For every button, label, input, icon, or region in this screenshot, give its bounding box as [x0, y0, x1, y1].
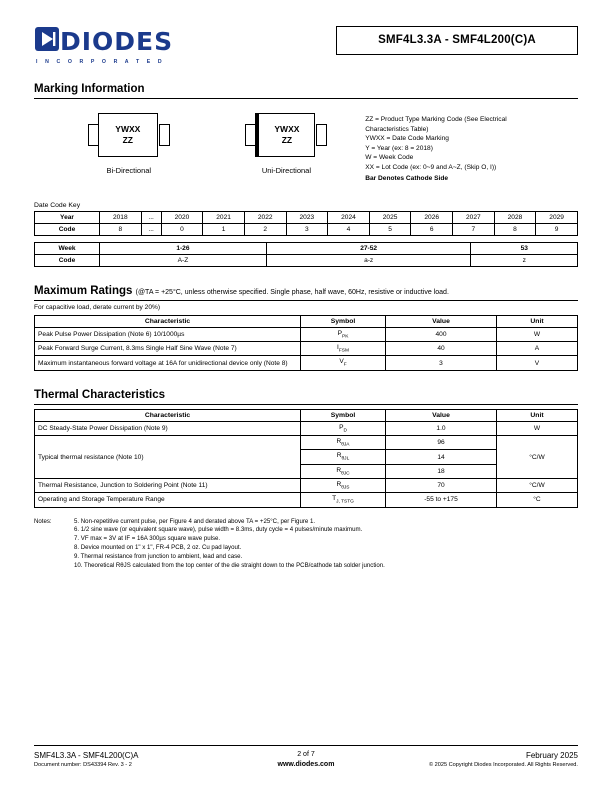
row-symbol: $I_{FSM}$: [301, 342, 386, 356]
row-unit: °C/W: [497, 436, 578, 479]
bidirectional-package: [88, 113, 170, 184]
year-code-cell: 1: [203, 223, 245, 235]
lead-right: [316, 124, 327, 146]
table-row-week-code: [35, 254, 578, 266]
col-symbol: Symbol: [301, 315, 386, 327]
table-row: [35, 356, 578, 370]
row-characteristic: Typical thermal resistance (Note 10): [35, 436, 301, 479]
year-code-cell: ...: [141, 223, 161, 235]
year-code-cell: 5: [369, 223, 411, 235]
table-header-row: [35, 315, 578, 327]
week-code-row-label: Code: [35, 254, 100, 266]
year-code-cell: 0: [161, 223, 203, 235]
legend-line-5: XX = Lot Code (ex: 0~9 and A~Z, (Skip O, I)): [365, 163, 497, 171]
table-row-week: [35, 242, 578, 254]
row-value: 3: [386, 356, 497, 370]
logo-wordmark: DIODES: [60, 27, 174, 56]
year-cell: 2018: [100, 211, 142, 223]
note-item: 5. Non-repetitive current pulse, per Figure 4 and derated above TA = +25°C, per Figure 1.: [74, 517, 316, 525]
note-item: 8. Device mounted on 1" x 1", FR-4 PCB, 2 oz. Cu pad layout.: [74, 544, 242, 552]
note-item: 10. Theoretical RθJS calculated from the top center of the die straight down to the PCB/cathode tab solder junction.: [74, 561, 385, 569]
bidirectional-caption: Bi-Directional: [106, 166, 152, 175]
col-symbol: Symbol: [301, 409, 386, 421]
row-value: 14: [386, 450, 497, 464]
year-cell: 2024: [328, 211, 370, 223]
row-unit: °C: [497, 493, 578, 507]
col-characteristic: Characteristic: [35, 409, 301, 421]
date-code-week-table: [34, 242, 578, 267]
footer-divider: [34, 745, 578, 746]
year-code-cell: 8: [494, 223, 536, 235]
footer-website-link[interactable]: www.diodes.com: [277, 760, 335, 768]
week-cell: 27-52: [266, 242, 471, 254]
col-unit: Unit: [497, 315, 578, 327]
row-characteristic: Thermal Resistance, Junction to Soldering Point (Note 11): [35, 479, 301, 493]
row-value: 1.0: [386, 421, 497, 435]
row-value: 18: [386, 464, 497, 478]
row-symbol: $R_{\theta JC}$: [301, 464, 386, 478]
year-cell: 2021: [203, 211, 245, 223]
thermal-section-title: Thermal Characteristics: [34, 388, 166, 401]
year-cell: 2027: [453, 211, 495, 223]
row-characteristic: DC Steady-State Power Dissipation (Note 9): [35, 421, 301, 435]
page-header: [34, 0, 578, 65]
unidirectional-package: [245, 113, 327, 184]
row-characteristic: Operating and Storage Temperature Range: [35, 493, 301, 507]
year-code-cell: 2: [244, 223, 286, 235]
year-code-cell: 7: [453, 223, 495, 235]
marking-divider: [34, 98, 578, 99]
thermal-characteristics-table: [34, 409, 578, 508]
max-ratings-divider: [34, 300, 578, 301]
table-row: [35, 493, 578, 507]
diodes-logo: [34, 26, 264, 65]
year-cell: 2023: [286, 211, 328, 223]
week-code-cell: a-z: [266, 254, 471, 266]
diodes-logo-icon: [34, 26, 60, 57]
row-symbol: $R_{\theta JL}$: [301, 450, 386, 464]
row-value: 40: [386, 342, 497, 356]
note-item: 7. VF max = 3V at IF = 16A 300µs square wave pulse.: [74, 535, 221, 543]
note-item: 6. 1/2 sine wave (or equivalent square wave), pulse width = 8.3ms, duty cycle = 4 pulses/minute maximum.: [74, 526, 363, 534]
marking-line-1: YWXX: [115, 123, 141, 134]
table-header-row: [35, 409, 578, 421]
year-cell: 2029: [536, 211, 578, 223]
row-characteristic: Peak Forward Surge Current, 8.3ms Single Half Sine Wave (Note 7): [35, 342, 301, 356]
legend-line-2: YWXX = Date Code Marking: [365, 135, 449, 143]
year-cell: 2020: [161, 211, 203, 223]
row-symbol: $R_{\theta JS}$: [301, 479, 386, 493]
maximum-ratings-section: [34, 285, 578, 371]
week-code-cell: z: [471, 254, 578, 266]
unidirectional-caption: Uni-Directional: [261, 166, 311, 175]
col-characteristic: Characteristic: [35, 315, 301, 327]
row-symbol: $P_{PK}$: [301, 327, 386, 341]
notes-label: Notes:: [34, 517, 52, 525]
row-symbol: $V_F$: [301, 356, 386, 370]
year-cell: 2026: [411, 211, 453, 223]
legend-line-0: ZZ = Product Type Marking Code (See Electrical: [365, 116, 507, 123]
table-row: [35, 342, 578, 356]
max-ratings-title-text: Maximum Ratings: [34, 284, 133, 297]
table-row: [35, 436, 578, 450]
thermal-divider: [34, 404, 578, 405]
table-row: [35, 421, 578, 435]
year-code-cell: 4: [328, 223, 370, 235]
row-value: 400: [386, 327, 497, 341]
marking-line-2: ZZ: [122, 135, 133, 145]
row-symbol: $P_D$: [301, 421, 386, 435]
week-code-cell: A-Z: [100, 254, 267, 266]
max-ratings-subnote: For capacitive load, derate current by 20%): [34, 303, 161, 311]
thermal-characteristics-section: [34, 389, 578, 508]
year-code-row-label: Code: [35, 223, 100, 235]
note-item: 9. Thermal resistance from junction to ambient, lead and case.: [74, 552, 243, 560]
table-row: [35, 327, 578, 341]
logo-subtext: I N C O R P O R A T E D: [36, 59, 165, 65]
table-row-year: [35, 211, 578, 223]
row-unit: W: [497, 421, 578, 435]
row-characteristic: Peak Pulse Power Dissipation (Note 6) 10/1000µs: [35, 327, 301, 341]
row-unit: V: [497, 356, 578, 370]
date-code-year-table: [34, 211, 578, 236]
year-cell: 2022: [244, 211, 286, 223]
year-code-cell: 9: [536, 223, 578, 235]
col-unit: Unit: [497, 409, 578, 421]
footer-date: February 2025: [525, 750, 578, 760]
year-code-cell: 3: [286, 223, 328, 235]
marking-line-1: YWXX: [274, 123, 300, 134]
col-value: Value: [386, 409, 497, 421]
marking-information-section: [34, 83, 578, 267]
marking-section-title: Marking Information: [34, 83, 145, 95]
part-number-title: SMF4L3.3A - SMF4L200(C)A: [336, 26, 578, 55]
legend-line-3: Y = Year (ex: 8 = 2018): [365, 144, 433, 152]
package-body-bidirectional: [98, 113, 158, 157]
max-ratings-conditions: (@TA = +25°C, unless otherwise specified. Single phase, half wave, 60Hz, resistive or inductive load.: [135, 288, 449, 296]
row-symbol: $R_{\theta JA}$: [301, 436, 386, 450]
row-characteristic: Maximum instantaneous forward voltage at 16A for unidirectional device only (Note 8): [35, 356, 301, 370]
table-row-year-code: [35, 223, 578, 235]
year-cell: ...: [141, 211, 161, 223]
row-unit: A: [497, 342, 578, 356]
year-cell: 2025: [369, 211, 411, 223]
week-cell: 53: [471, 242, 578, 254]
year-code-cell: 6: [411, 223, 453, 235]
marking-line-2: ZZ: [281, 135, 293, 145]
notes-section: [34, 518, 578, 571]
max-ratings-title: [34, 285, 578, 300]
year-code-cell: 8: [100, 223, 142, 235]
page-footer: [34, 745, 578, 770]
marking-legend: [365, 113, 578, 184]
row-unit: W: [497, 327, 578, 341]
row-value: -55 to +175: [386, 493, 497, 507]
row-unit: °C/W: [497, 479, 578, 493]
footer-copyright: © 2025 Copyright Diodes Incorporated. All Rights Reserved.: [428, 762, 578, 769]
footer-document-number: Document number: DS43394 Rev. 3 - 2: [34, 762, 132, 769]
footer-part-number: SMF4L3.3A - SMF4L200(C)A: [34, 750, 139, 760]
legend-cathode-note: Bar Denotes Cathode Side: [365, 175, 449, 183]
year-cell: 2028: [494, 211, 536, 223]
legend-line-4: W = Week Code: [365, 154, 414, 162]
legend-line-1: Characteristics Table): [365, 125, 429, 133]
notes-list: [74, 518, 578, 571]
year-row-label: Year: [35, 211, 100, 223]
maximum-ratings-table: [34, 315, 578, 371]
row-value: 96: [386, 436, 497, 450]
footer-page-number: 2 of 7: [297, 750, 315, 758]
lead-right: [159, 124, 170, 146]
week-cell: 1-26: [100, 242, 267, 254]
package-body-unidirectional: [255, 113, 315, 157]
row-value: 70: [386, 479, 497, 493]
col-value: Value: [386, 315, 497, 327]
date-code-key-label: Date Code Key: [34, 201, 81, 209]
table-row: [35, 479, 578, 493]
marking-diagram-area: [34, 113, 578, 184]
row-symbol: $T_{J, TSTG}$: [301, 493, 386, 507]
week-row-label: Week: [35, 242, 100, 254]
